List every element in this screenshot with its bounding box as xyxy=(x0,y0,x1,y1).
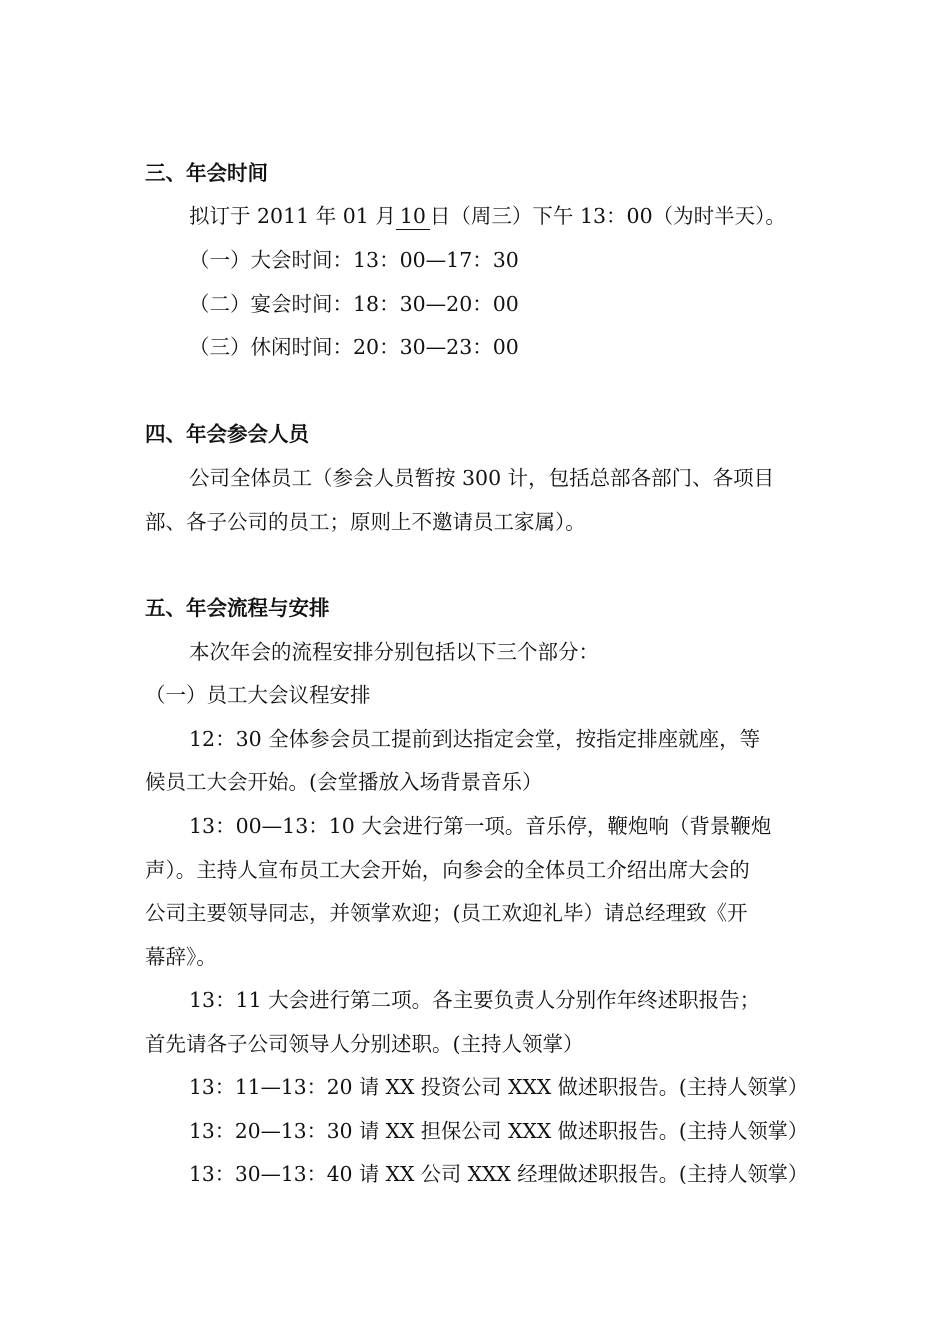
section-heading-process: 五、年会流程与安排 xyxy=(145,596,330,620)
agenda-a-line-1: 12：30 全体参会员工提前到达指定会堂，按指定排座就座，等 xyxy=(189,727,761,751)
process-subheading-1: （一）员工大会议程安排 xyxy=(145,683,371,707)
time-main-line xyxy=(189,201,786,231)
agenda-c-line-1: 13：11 大会进行第二项。各主要负责人分别作年终述职报告； xyxy=(189,988,761,1012)
agenda-d-line-2: 13：20—13：30 请 XX 担保公司 XXX 做述职报告。(主持人领掌） xyxy=(189,1119,809,1143)
agenda-a-line-2: 候员工大会开始。(会堂播放入场背景音乐） xyxy=(145,770,543,794)
agenda-d-line-3: 13：30—13：40 请 XX 公司 XXX 经理做述职报告。(主持人领掌） xyxy=(189,1162,809,1186)
agenda-d-line-1: 13：11—13：20 请 XX 投资公司 XXX 做述职报告。(主持人领掌） xyxy=(189,1075,809,1099)
agenda-c-line-2: 首先请各子公司领导人分别述职。(主持人领掌） xyxy=(145,1032,584,1056)
time-main-pre: 拟订于 2011 年 01 月 xyxy=(189,204,396,228)
time-item-banquet: （二）宴会时间：18：30—20：00 xyxy=(189,292,519,316)
agenda-b-line-4: 幕辞》。 xyxy=(145,945,217,969)
section-heading-time: 三、年会时间 xyxy=(145,161,268,185)
time-item-leisure: （三）休闲时间：20：30—23：00 xyxy=(189,335,519,359)
agenda-b-line-2: 声）。主持人宣布员工大会开始，向参会的全体员工介绍出席大会的 xyxy=(145,858,750,882)
time-main-post: 日（周三）下午 13：00（为时半天）。 xyxy=(429,204,786,228)
time-item-conference: （一）大会时间：13：00—17：30 xyxy=(189,248,519,272)
agenda-b-line-3: 公司主要领导同志，并领掌欢迎；(员工欢迎礼毕）请总经理致《开 xyxy=(145,901,748,925)
agenda-b-line-1: 13：00—13：10 大会进行第一项。音乐停，鞭炮响（背景鞭炮 xyxy=(189,814,772,838)
process-intro: 本次年会的流程安排分别包括以下三个部分： xyxy=(189,640,599,664)
attendees-line-2: 部、各子公司的员工；原则上不邀请员工家属）。 xyxy=(145,510,586,534)
attendees-line-1: 公司全体员工（参会人员暂按 300 计，包括总部各部门、各项目 xyxy=(189,466,775,490)
section-heading-attendees: 四、年会参会人员 xyxy=(145,422,309,446)
time-main-day: 10 xyxy=(396,203,430,230)
